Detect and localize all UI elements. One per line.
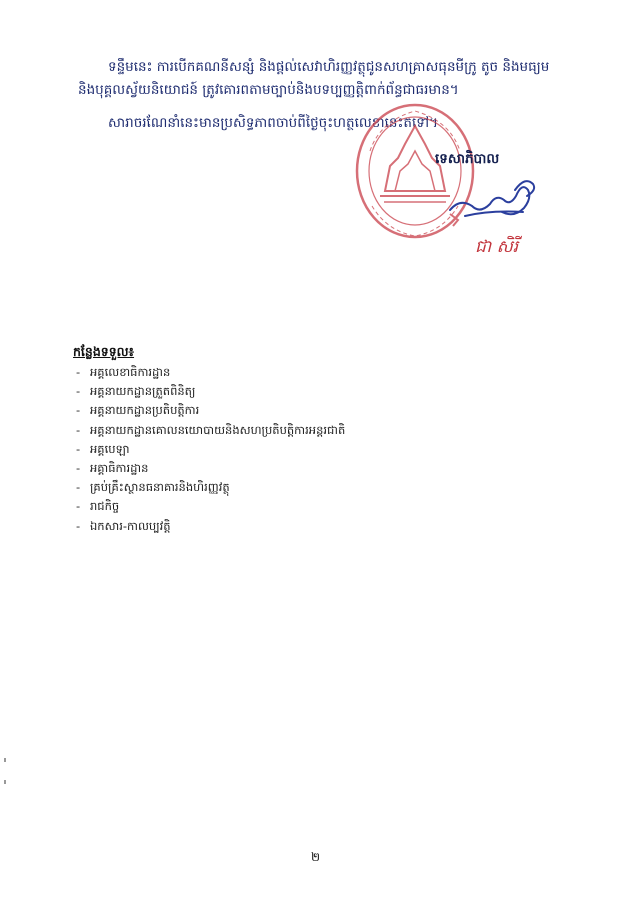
list-item: - អគ្គបេឡា — [76, 441, 130, 456]
recipients-heading: កន្លែងទទួល៖ — [73, 344, 135, 359]
list-item: - អគ្គនាយកដ្ឋានគោលនយោបាយនិងសហប្រតិបត្តិការអន្តរជាតិ — [76, 422, 346, 437]
handwritten-signature — [445, 170, 545, 225]
recipient-label: រាជកិច្ច — [90, 499, 120, 514]
body-paragraph-1-line-2: និងបុគ្គលស្វ័យនិយោជន៍ ត្រូវគោរពតាមច្បាប់និងបទប្បញ្ញត្តិពាក់ព័ន្ធជាធរមាន។ — [78, 82, 459, 98]
list-item: - ឯកសារ-កាលប្បវត្តិ — [76, 518, 171, 533]
recipient-label: ឯកសារ-កាលប្បវត្តិ — [90, 518, 171, 533]
recipient-label: អគ្គលេខាធិការដ្ឋាន — [90, 365, 171, 379]
scan-margin-mark — [4, 758, 6, 762]
signatory-title: ទេសាភិបាល — [435, 151, 500, 167]
list-item: - អគ្គលេខាធិការដ្ឋាន — [76, 365, 171, 379]
list-item: - រាជកិច្ច — [76, 499, 120, 514]
recipient-label: អគ្គនាយកដ្ឋានត្រួតពិនិត្យ — [90, 384, 196, 399]
scan-margin-mark — [4, 780, 6, 784]
list-item: - អគ្គាធិការដ្ឋាន — [76, 461, 149, 476]
recipient-label: គ្រប់គ្រឹះស្ថានធនាគារនិងហិរញ្ញវត្ថុ — [90, 480, 230, 495]
list-item: - អគ្គនាយកដ្ឋានត្រួតពិនិត្យ — [76, 384, 196, 399]
list-item: - គ្រប់គ្រឹះស្ថានធនាគារនិងហិរញ្ញវត្ថុ — [76, 480, 230, 495]
recipients-list — [76, 363, 345, 536]
page-number: ២ — [311, 850, 321, 864]
recipient-label: អគ្គនាយកដ្ឋានគោលនយោបាយនិងសហប្រតិបត្តិការអន្តរជាតិ — [90, 422, 346, 437]
list-item: - អគ្គនាយកដ្ឋានប្រតិបត្តិការ — [76, 403, 200, 418]
signatory-name: ជា សិរី — [475, 237, 519, 257]
body-paragraph-1-line-1: ទន្ទឹមនេះ ការបើកគណនីសន្សំ និងផ្តល់សេវាហិរញ្ញវត្ថុជូនសហគ្រាសធុនមីក្រូ តូច និងមធ្យម — [108, 59, 550, 75]
recipient-label: អគ្គនាយកដ្ឋានប្រតិបត្តិការ — [90, 403, 200, 418]
recipient-label: អគ្គាធិការដ្ឋាន — [90, 461, 149, 476]
recipient-label: អគ្គបេឡា — [90, 441, 130, 456]
body-paragraph-2: សារាចរណែនាំនេះមានប្រសិទ្ធភាពចាប់ពីថ្ងៃចុះហត្ថលេខានេះតទៅ។ — [108, 115, 438, 131]
